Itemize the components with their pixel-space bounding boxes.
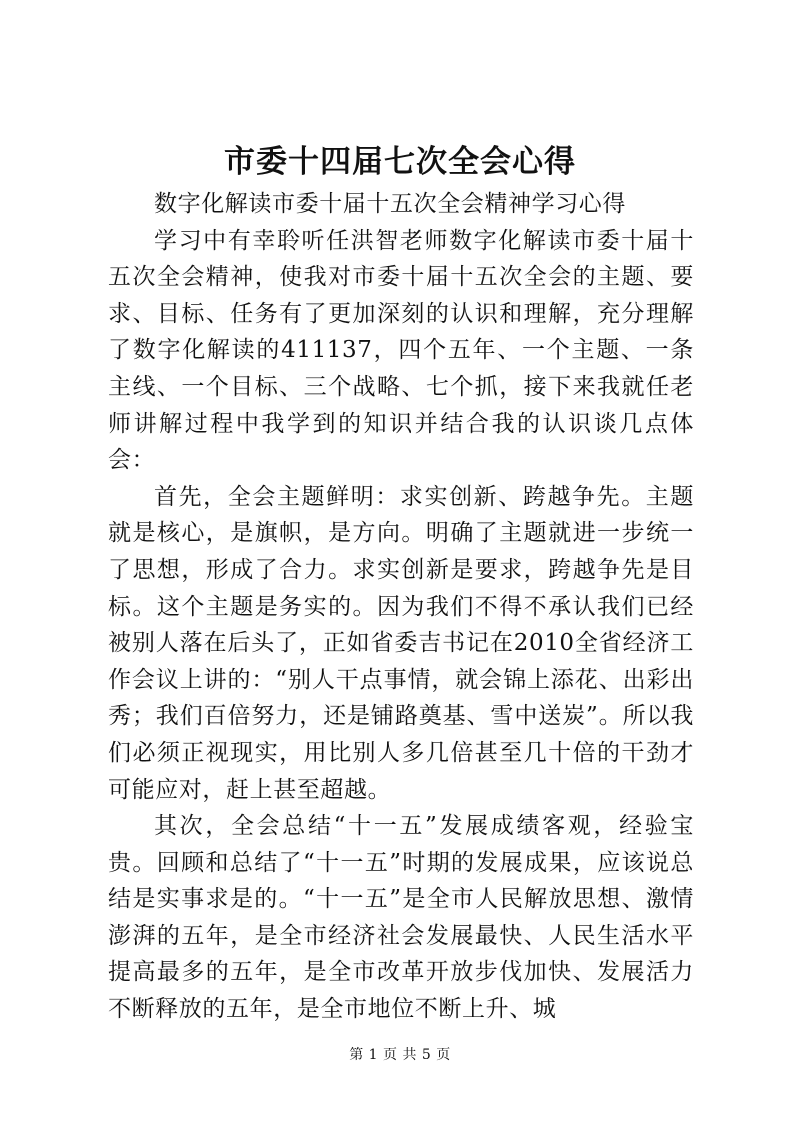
document-title: 市委十四届七次全会心得: [224, 144, 576, 180]
page-number-footer: 第 1 页 共 5 页: [349, 1047, 451, 1063]
paragraph-first: 首先，全会主题鲜明：求实创新、跨越争先。主题就是核心，是旗帜，是方向。明确了主题就进一步统一了思想，形成了合力。求实创新是要求，跨越争先是目标。这个主题是务实的。因为我们不得不承认我们已经被别人落在后头了，正如省委吉书记在2010全省经济工作会议上讲的：“别人干点事情，就会锦上添花、出彩出秀；我们百倍努力，还是铺路奠基、雪中送炭”。所以我们必须正视现实，用比别人多几倍甚至几十倍的干劲才可能应对，赶上甚至超越。: [108, 483, 694, 803]
paragraph-second: 其次，全会总结“十一五”发展成绩客观，经验宝贵。回顾和总结了“十一五”时期的发展成果，应该说总结是实事求是的。“十一五”是全市人民解放思想、激情澎湃的五年，是全市经济社会发展最快、人民生活水平提高最多的五年，是全市改革开放步伐加快、发展活力不断释放的五年，是全市地位不断上升、城: [108, 813, 694, 1023]
paragraph-intro: 学习中有幸聆听任洪智老师数字化解读市委十届十五次全会精神，使我对市委十届十五次全会的主题、要求、目标、任务有了更加深刻的认识和理解，充分理解了数字化解读的411137，四个五年、一个主题、一条主线、一个目标、三个战略、七个抓，接下来我就任老师讲解过程中我学到的知识并结合我的认识谈几点体会：: [108, 227, 694, 474]
document-body: [108, 186, 694, 1028]
document-subtitle: 数字化解读市委十届十五次全会精神学习心得: [154, 191, 626, 217]
